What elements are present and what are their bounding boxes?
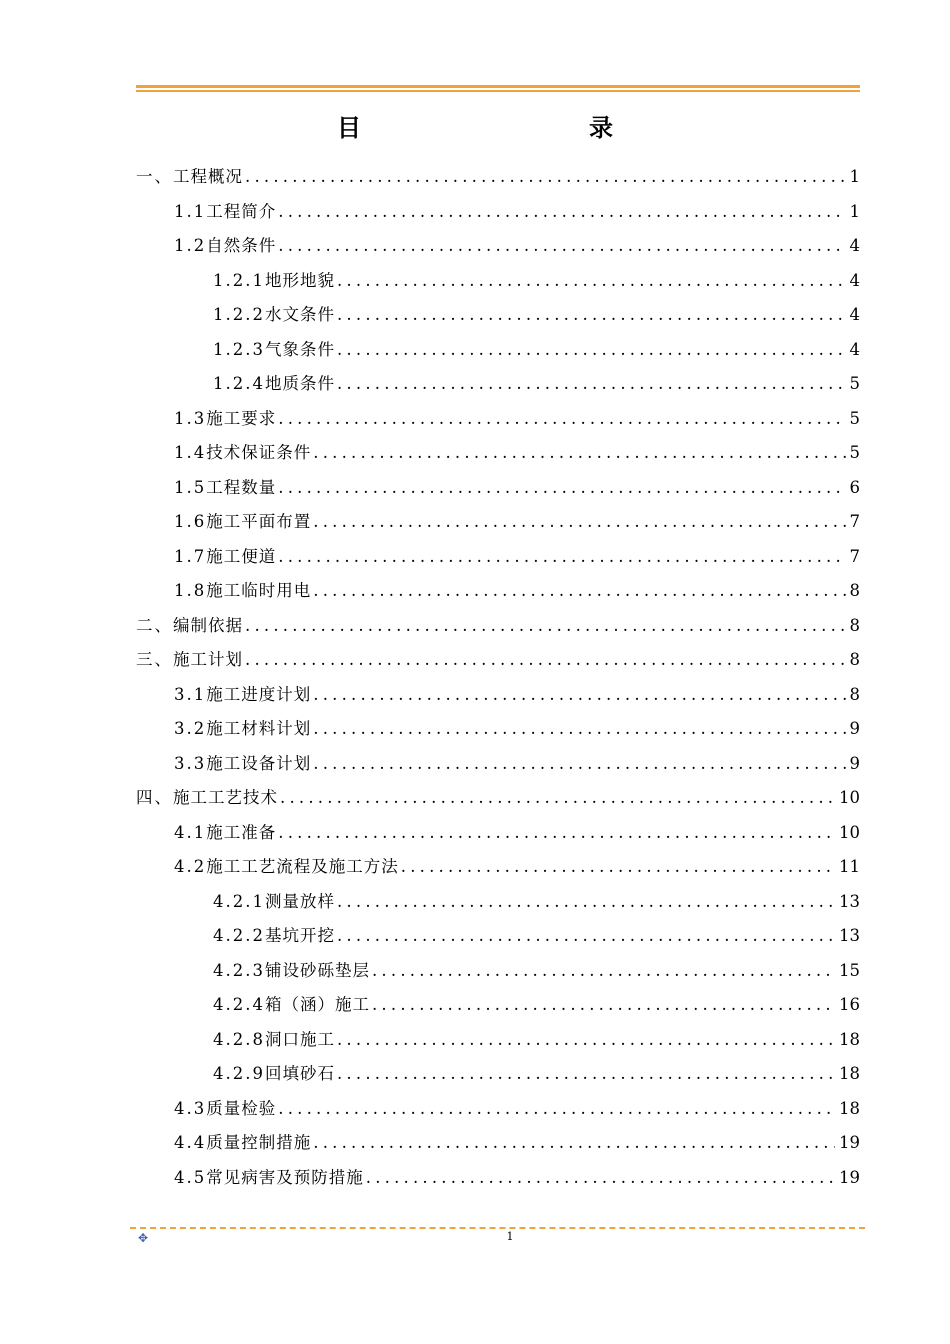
toc-entry-number: 1.1 [174,201,207,221]
toc-leader-dots [372,988,835,1023]
toc-entry[interactable] [136,747,860,782]
toc-entry-page: 4 [849,339,860,359]
header-rule [136,85,860,88]
toc-leader-dots [313,574,845,609]
toc-entry-number: 1.2.3 [213,339,265,359]
toc-entry-number: 四、 [136,788,173,807]
toc-entry[interactable] [136,505,860,540]
toc-entry-title: 质量控制措施 [206,1133,312,1152]
toc-entry-title: 编制依据 [173,615,243,635]
toc-entry-title: 施工准备 [206,822,277,842]
toc-entry-number: 1.2.4 [213,374,265,393]
toc-entry[interactable] [136,1161,860,1196]
toc-entry[interactable] [136,195,860,230]
toc-leader-dots [313,747,845,782]
toc-entry-number: 3.3 [174,753,207,773]
toc-entry-number: 4.2.3 [213,960,265,980]
toc-leader-dots [278,1092,835,1127]
toc-entry-number: 1.2.1 [213,270,265,290]
toc-entry-title: 气象条件 [264,339,335,359]
toc-entry[interactable] [136,816,860,851]
toc-entry-page: 4 [849,305,860,324]
toc-entry-title: 质量检验 [206,1098,277,1118]
toc-entry[interactable] [136,264,860,299]
toc-entry-title: 施工进度计划 [206,684,312,704]
toc-entry-number: 1.7 [174,546,207,566]
toc-entry-title: 地质条件 [264,374,335,393]
toc-entry-title: 常见病害及预防措施 [206,1167,364,1187]
toc-leader-dots [278,471,845,506]
toc-entry-title: 技术保证条件 [206,443,312,462]
toc-leader-dots [245,643,846,678]
toc-entry-number: 4.2.1 [213,891,265,911]
toc-leader-dots [337,367,846,402]
toc-entry-page: 5 [849,374,860,393]
toc-entry-number: 1.8 [174,581,207,600]
toc-entry-number: 一、 [136,167,173,186]
toc-entry[interactable] [136,1092,860,1127]
header-rule-thin [136,90,860,92]
toc-entry-number: 4.2 [174,857,207,876]
toc-entry-number: 4.2.2 [213,926,265,945]
toc-leader-dots [278,229,845,264]
toc-leader-dots [313,1126,835,1161]
toc-entry-title: 工程概况 [173,167,243,186]
toc-entry-page: 6 [849,477,860,497]
toc-entry[interactable] [136,988,860,1023]
toc-entry-number: 3.1 [174,684,207,704]
toc-entry-title: 水文条件 [264,305,335,324]
toc-entry-page: 9 [849,719,860,738]
toc-entry-page: 10 [839,822,860,842]
toc-entry-title: 施工材料计划 [206,719,312,738]
toc-entry[interactable] [136,540,860,575]
page-title: 目 录 [337,114,673,142]
toc-leader-dots [337,1023,835,1058]
toc-entry[interactable] [136,471,860,506]
page-number: 1 [506,1230,514,1243]
toc-entry-page: 16 [839,995,860,1014]
toc-entry[interactable] [136,712,860,747]
toc-leader-dots [337,264,846,299]
toc-entry-page: 8 [849,650,860,669]
toc-entry-number: 3.2 [174,719,207,738]
footer-rule [130,1227,865,1229]
toc-leader-dots [313,678,845,713]
toc-leader-dots [313,712,845,747]
compass-icon: ✥ [137,1231,149,1245]
toc-entry-page: 8 [849,684,860,704]
toc-entry-page: 9 [849,753,860,773]
toc-entry-page: 13 [839,891,860,911]
toc-leader-dots [278,540,845,575]
toc-entry-page: 11 [839,857,860,876]
toc-entry-title: 测量放样 [264,891,335,911]
toc-entry-page: 5 [849,408,860,428]
toc-entry[interactable] [136,1023,860,1058]
toc-leader-dots [245,160,846,195]
toc-leader-dots [313,436,845,471]
toc-entry[interactable] [136,781,860,816]
toc-entry[interactable] [136,850,860,885]
toc-entry-number: 4.3 [174,1098,207,1118]
toc-entry-page: 18 [839,1029,860,1049]
toc-entry[interactable] [136,1126,860,1161]
toc-entry[interactable] [136,1057,860,1092]
toc-entry[interactable] [136,885,860,920]
toc-entry-title: 施工便道 [206,546,277,566]
toc-entry-title: 洞口施工 [264,1029,335,1049]
toc-entry-number: 1.5 [174,477,207,497]
toc-entry-title: 工程数量 [206,477,277,497]
toc-entry-title: 施工工艺流程及施工方法 [206,857,399,876]
toc-entry-page: 1 [849,167,860,186]
toc-entry-title: 施工设备计划 [206,753,312,773]
toc-entry-page: 8 [849,615,860,635]
toc-leader-dots [366,1161,835,1196]
toc-entry-page: 4 [849,270,860,290]
toc-entry-number: 4.4 [174,1133,207,1152]
toc-entry-title: 回填砂石 [264,1064,335,1083]
toc-entry-title: 箱（涵）施工 [264,995,370,1014]
toc-entry[interactable] [136,574,860,609]
toc-leader-dots [313,505,845,540]
toc-entry-page: 5 [849,443,860,462]
toc-entry-title: 自然条件 [206,236,277,255]
toc-leader-dots [245,609,846,644]
toc-entry[interactable] [136,678,860,713]
toc-leader-dots [372,954,835,989]
toc-entry-number: 4.2.4 [213,995,265,1014]
toc-entry-number: 4.1 [174,822,207,842]
toc-entry-page: 18 [839,1064,860,1083]
toc-entry[interactable] [136,298,860,333]
toc-entry-number: 1.2.2 [213,305,265,324]
table-of-contents [136,160,860,1195]
toc-entry-title: 铺设砂砾垫层 [264,960,370,980]
toc-entry-title: 施工平面布置 [206,512,312,531]
toc-leader-dots [337,919,835,954]
toc-entry[interactable] [136,229,860,264]
toc-entry-page: 18 [839,1098,860,1118]
toc-entry[interactable] [136,954,860,989]
toc-leader-dots [280,781,835,816]
toc-leader-dots [278,402,845,437]
toc-entry-page: 10 [839,788,860,807]
toc-leader-dots [401,850,835,885]
toc-entry-page: 13 [839,926,860,945]
toc-entry-title: 施工工艺技术 [173,788,278,807]
toc-leader-dots [337,333,846,368]
toc-entry-title: 工程简介 [206,201,277,221]
toc-entry-page: 1 [849,201,860,221]
toc-leader-dots [337,885,835,920]
toc-entry-title: 基坑开挖 [264,926,335,945]
toc-entry[interactable] [136,333,860,368]
toc-entry-page: 4 [849,236,860,255]
toc-entry-page: 8 [849,581,860,600]
toc-entry-page: 7 [849,546,860,566]
toc-entry[interactable] [136,160,860,195]
toc-entry-number: 4.2.8 [213,1029,265,1049]
toc-entry-number: 4.2.9 [213,1064,265,1083]
toc-entry[interactable] [136,643,860,678]
toc-leader-dots [278,816,835,851]
toc-entry-number: 1.6 [174,512,207,531]
toc-entry[interactable] [136,919,860,954]
toc-entry-number: 1.4 [174,443,207,462]
toc-entry-title: 地形地貌 [264,270,335,290]
toc-entry-number: 1.2 [174,236,207,255]
toc-entry-title: 施工计划 [173,650,243,669]
toc-entry[interactable] [136,436,860,471]
toc-entry[interactable] [136,609,860,644]
toc-entry-number: 1.3 [174,408,207,428]
toc-entry[interactable] [136,402,860,437]
toc-leader-dots [337,1057,835,1092]
toc-entry-title: 施工要求 [206,408,277,428]
toc-leader-dots [278,195,845,230]
toc-leader-dots [337,298,846,333]
toc-entry-page: 19 [839,1167,860,1187]
toc-entry-number: 4.5 [174,1167,207,1187]
toc-entry-number: 三、 [136,650,173,669]
toc-entry-title: 施工临时用电 [206,581,312,600]
toc-entry-page: 7 [849,512,860,531]
toc-entry-page: 15 [839,960,860,980]
toc-entry-number: 二、 [136,615,173,635]
toc-entry[interactable] [136,367,860,402]
toc-entry-page: 19 [839,1133,860,1152]
